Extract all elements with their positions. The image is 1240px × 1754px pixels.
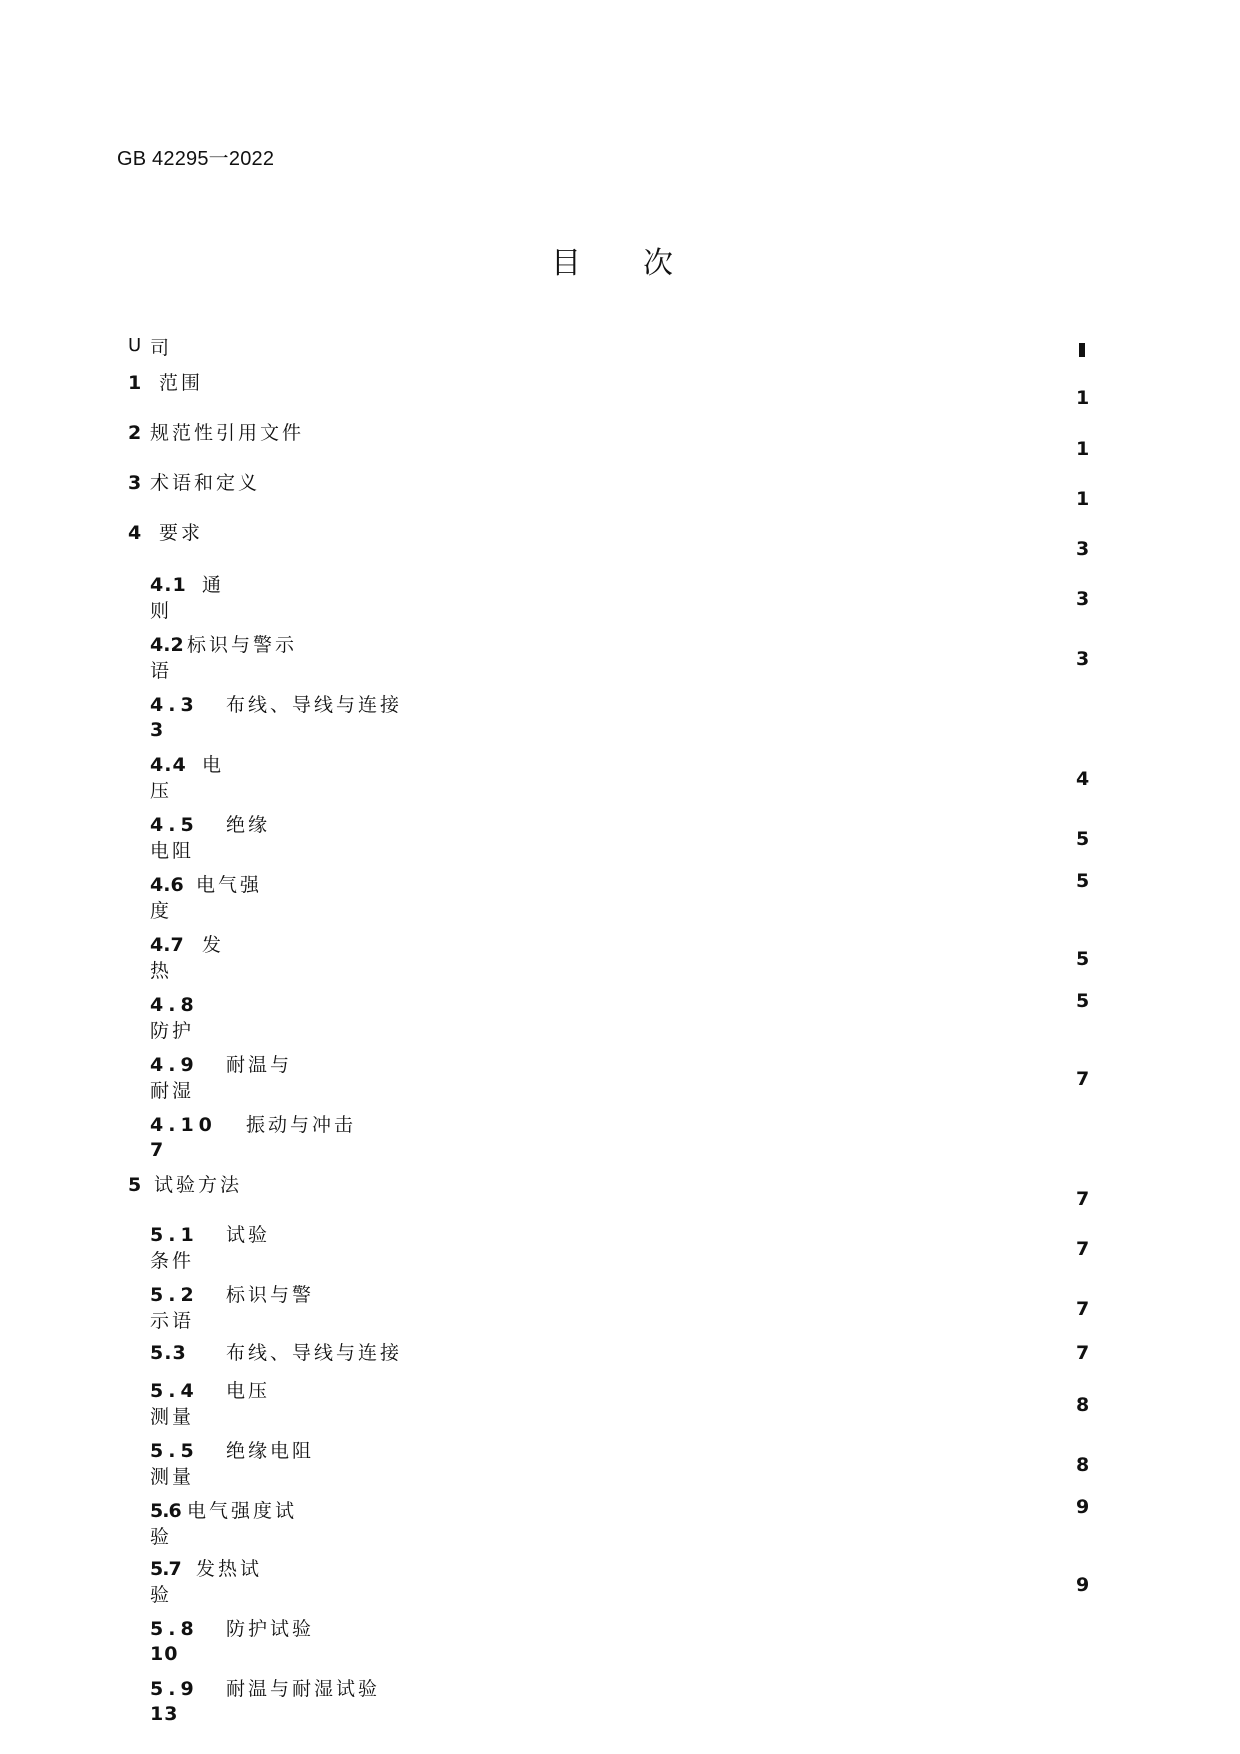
toc-page: 8 [1076,1454,1091,1476]
toc-label-wrap: 条件 [150,1250,195,1272]
toc-number: 5.8 [150,1618,199,1640]
toc-label: 振动与冲击 [246,1114,357,1136]
toc-number: 5 [128,1174,143,1196]
toc-label-wrap: 测量 [150,1466,195,1488]
toc-label: 绝缘电阻 [226,1440,315,1462]
toc-number: 5.6 [150,1500,181,1522]
toc-page: 3 [1076,648,1091,670]
toc-label: 耐温与 [226,1054,293,1076]
toc-number: 4.2 [150,634,184,656]
toc-label: 电气强度试 [187,1500,298,1522]
toc-number: 5.3 [150,1342,187,1364]
toc-number: 4.9 [150,1054,199,1076]
toc-label: 通 [202,574,225,596]
toc-label-wrap: 度 [150,900,173,922]
toc-page: 1 [1076,438,1091,460]
toc-label: 发 [202,934,225,956]
toc-label: 发热试 [196,1558,263,1580]
toc-label-wrap: 测量 [150,1406,195,1428]
toc-page: 7 [1076,1188,1091,1210]
toc-label-wrap: 语 [150,660,173,682]
toc-number: 4.5 [150,814,199,836]
toc-label: 电压 [226,1380,271,1402]
toc-page: 5 [1076,948,1091,970]
toc-page: 8 [1076,1394,1091,1416]
toc-label: 要求 [159,522,204,544]
toc-label-wrap: 验 [150,1526,173,1548]
toc-label: 术语和定义 [150,472,261,494]
toc-page: 7 [1076,1298,1091,1320]
toc-label: 耐温与耐湿试验 [226,1678,381,1700]
toc-number: 5.2 [150,1284,199,1306]
toc-label: 绝缘 [226,814,271,836]
toc-label: 电 [202,754,225,776]
toc-label-wrap: 防护 [150,1020,195,1042]
toc-label: 标识与警 [226,1284,315,1306]
toc-page: 9 [1076,1574,1091,1596]
toc-page: 3 [1076,538,1091,560]
toc-page: 1 [1076,488,1091,510]
page-marker [1079,343,1085,357]
toc-label-wrap: 示语 [150,1310,195,1332]
toc-label-wrap: 则 [150,600,173,622]
toc-label: 布线、导线与连接 [226,694,403,716]
toc-number: 3 [128,472,143,494]
toc-page: 13 [150,1703,179,1725]
toc-page: 4 [1076,768,1091,790]
toc-label-wrap: 电阻 [150,840,195,862]
toc-number: 4.1 [150,574,187,596]
toc-label: 试验 [226,1224,271,1246]
toc-number: 4 [128,522,143,544]
toc-label: 标识与警示 [187,634,298,656]
toc-number: 5.4 [150,1380,199,1402]
toc-number: 4.8 [150,994,199,1016]
toc-page: 1 [1076,387,1091,409]
toc-label-wrap: 耐湿 [150,1080,195,1102]
toc-label-wrap: 压 [150,780,173,802]
toc-label-wrap: 热 [150,960,173,982]
toc-number: 5.5 [150,1440,199,1462]
toc-page: 3 [150,719,165,741]
toc-number: 5.9 [150,1678,199,1700]
toc-page: 7 [1076,1238,1091,1260]
toc-label: 电气强 [196,874,263,896]
toc-number: 4.7 [150,934,184,956]
toc-label: 规范性引用文件 [150,422,305,444]
toc-label-wrap: 验 [150,1584,173,1606]
toc-page: 5 [1076,870,1091,892]
toc-number: 5.7 [150,1558,181,1580]
toc-label: 防护试验 [226,1618,315,1640]
toc-page: 3 [1076,588,1091,610]
toc-label: 范围 [159,372,204,394]
toc-page: 9 [1076,1496,1091,1518]
toc-page: 7 [1076,1342,1091,1364]
toc-label: 司 [150,337,173,359]
toc-page: 5 [1076,828,1091,850]
toc-number: 5.1 [150,1224,199,1246]
toc-number: 4.4 [150,754,187,776]
toc-number: 4.3 [150,694,199,716]
toc-page: 10 [150,1643,179,1665]
toc-number: 1 [128,372,143,394]
toc-label: 布线、导线与连接 [226,1342,403,1364]
toc-page: 7 [1076,1068,1091,1090]
toc-label: 试验方法 [154,1174,243,1196]
standard-number: GB 42295一2022 [117,148,275,170]
toc-number: 2 [128,422,143,444]
page-title: 目次 [551,246,735,281]
toc-page: 7 [150,1139,165,1161]
toc-number: U [128,335,142,356]
toc-number: 4.6 [150,874,184,896]
toc-page: 5 [1076,990,1091,1012]
toc-number: 4.10 [150,1114,217,1136]
